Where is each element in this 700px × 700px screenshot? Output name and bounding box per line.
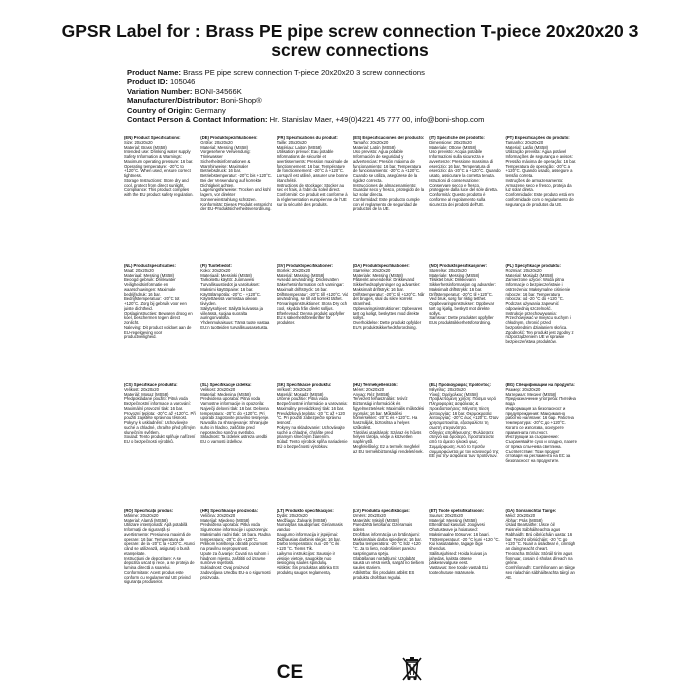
meta-label: Product ID: [127,77,168,87]
spec-body: Tamanho: 20x20x20 Material: Latão (MS58) Utilização prevista: Água potável Informações de segurança e avisos: Pressão máxima de operação: 16 bar. Temperatura de operação: -20°C a +120°C. Quando usado, assegure a tensão correta. Instruções de armazenamento: Armazene seco e fresco, proteja da luz solar direta. Conformidade: Este produto está em conformidade com o regulamento de segurança de produtos da UE. [505,139,577,207]
spec-heading: (SV) Produktspecifikationer: [276,264,333,268]
spec-heading: (SL) Specifikacije izdelka: [200,383,252,387]
spec-block [505,264,577,345]
spec-block [277,509,349,585]
meta-row [127,106,484,115]
ce-mark-icon [276,661,304,680]
meta-value: 105046 [170,77,196,87]
spec-block [429,383,501,464]
spec-body: Velikost: 20x20x20 Material: Medenina (MS58) Predvidena uporaba: Pitna voda Varnostne informacije in opozorila: Največji delovni tlak: 16 bar. Delovna temperatura: -20°C do +120°C. Pri uporabi zagotovite pravilno tesnjenje. Navodila za shranjevanje: Shranjujte suho in hladno, zaščitite pred neposredno sončno svetlobo. Skladnost: Ta izdelek ustreza uredbi EU o varnosti izdelkov. [200,386,270,444]
spec-heading: (DE) Produktspezifikationen: [200,136,258,140]
spec-heading: (BG) Спецификации на продукта: [505,383,575,387]
spec-heading: (LT) Produkto specifikacijos: [276,509,334,513]
spec-heading: (NL) Productspecificaties: [124,264,176,268]
spec-body: Μέγεθος: 20x20x20 Υλικό: Ορείχαλκος (MS58) Προβλεπόμενη χρήση: Πόσιμο νερό Πληροφορίες ασφάλειας & προειδοποιήσεις: Μέγιστη πίεση λειτουργίας: 16 bar. Θερμοκρασία λειτουργίας: -20°C έως +120°C. Όταν χρησιμοποιείται, εξασφαλίστε τη σωστή στεγανότητα. Οδηγίες αποθήκευσης: Φυλάσσετε στεγνό και δροσερό, προστατεύστε από το άμεσο ηλιακό φως. Συμμόρφωση: Αυτό το προϊόν συμμορφώνεται με τον κανονισμό της ΕΕ για την ασφάλεια των προϊόντων. [429,386,499,459]
spec-body: Storlek: 20x20x20 Material: Mässing (MS58) Avsedd användning: Dricksvatten Säkerhetsinformation och varningar: Maximalt driftstryck: 16 bar. Driftstemperatur: -20°C till +120°C. Vid användning, se till att korrekt täthet. Förvaringsinstruktioner: Stora Dry och cool, skydda från direkt solljus. Efterlevnad: Denna produkt uppfyller EU:s säkerhetsföreskrifter för produkter. [276,267,349,325]
spec-body: Suurus: 20x20x20 Materjal: Messing (MS58) Ettenähtud kasutus: Joogivesi Ohutusteave ja hoiatused: Maksimaalne töösurve: 16 baari. Töötemperatuur: -20 °C kuni +120 °C. Kui kasutatakse, tagage õige tihendus. Säilitusjuhised: Hoida kuivas ja jahedas, kaitsta otsese päikesevalguse eest. Vastavus: See toode vastab ELi tooteohutuse määrusele. [429,512,500,575]
spec-heading: (ET) Toote spetsifikatsioon: [429,509,485,513]
spec-block [277,136,349,212]
ce-mark-text: CE [276,662,304,680]
spec-body: Size: 20x20x20 Material: Brass (MS58) Intended use: Drinking water supply Safety Information & Warnings: Maximum operating pressure: 16 bar. Operating temperature: -20°C to +120°C. When used, ensure correct tightness. Storage Instructions: Store dry and cool, protect from direct sunlight. Compliance: This product complies with the EU product safety regulation. [124,139,194,197]
meta-value: Brass PE pipe screw connection T-piece 20x20x20 3 screw connections [183,68,425,77]
spec-body: Tamaño: 20x20x20 Material: Latón (MS58) Uso previsto: Agua potable Información de seguridad y advertencias: Presión máxima de funcionamiento: 16 bar. Temperatura de funcionamiento: -20°C a +120°C. Cuando se utiliza, asegúrese de la rigidez correcta. Instrucciones de almacenamiento: Guardar seco y fresco, protegido de la luz solar directa. Conformidad: Este producto cumple con el reglamento de seguridad de productos de la UE. [352,139,425,212]
spec-block [353,509,425,585]
spec-heading: (PT) Especificações do produto: [505,136,570,140]
spec-body: Velikost: 20x20x20 Materiál: Mosaz (MS58) Předpokládané použití: Pitná voda Bezpečnostní informace a varování: Maximální provozní tlak: 16 bar. Provozní teplota: -20°C až +120°C. Při použití zajistěte správnou těsnost. Pokyny k uskladnění: Uchovávejte suché a chladné, chraňte před přímým slunečním světlem. Soulad: Tento produkt splňuje nařízení EU o bezpečnosti výrobků. [124,386,196,444]
spec-row [124,383,577,464]
spec-heading: (EL) Προδιαγραφές προϊόντος: [429,383,491,387]
meta-label: Manufacturer/Distributor: [127,96,219,106]
spec-heading: (NO) Produktspesifikasjoner: [429,264,488,268]
spec-body: Größe: 20x20x20 Material: Messing (MS58) Vorgesehene Verwendung: Trinkwasser Sicherheitsinformationen & Warnhinweise: Maximaler Betriebsdruck: 16 bar. Betriebstemperatur: -20°C bis +120°C. Bei der Verwendung auf korrekte Dichtigkeit achten. Lagerungshinweise: Trocken und kühl lagern, vor direkter Sonneneinstrahlung schützen. Konformität: Dieses Produkt entspricht der EU-Produktsicherheitsverordnung. [200,139,272,212]
spec-body: Koko: 20x20x20 Materiaali: Messinki (MS58) Tarkoitettu käyttö: Juomavesi Turvallisuustiedot ja varoitukset: Maksimi käyttöpaine: 16 bar. Käyttölämpötila: -20°C - +120°C. Käytettäessä varmistaa oikean tiiviyden. Säilytysohjeet: Säilytä kuivassa ja viileässä, suojaa suoralta auringonvalolta. Yhdenmukaisuus: Tämä tuote vastaa EU:n tuotteiden turvallisuusasetusta. [200,267,270,330]
spec-heading: (FI) Tuotetiedot: [200,264,232,268]
spec-block [200,136,272,212]
spec-heading: (GA) Sonraíochtaí Táirge: [505,509,557,513]
spec-body: Veľkosť: 20x20x20 Materiál: Mosadz (MS58) Určené použitie: Pitná voda Bezpečnostné informácie a varovania: Maximálny prevádzkový tlak: 16 bar. Prevádzková teplota: -20 °C až +120 °C. Pri použití zabezpečte správnu tesnosť. Pokyny na skladovanie: Uchovávajte suché a chladné, chráňte pred priamym slnečným žiarením. Súlad: Tento výrobok spĺňa nariadenie EÚ o bezpečnosti výrobkov. [276,386,348,449]
spec-block [124,383,196,464]
spec-block [505,509,577,585]
spec-body: Размер: 20x20x20 Материал: Месинг (MS58) Предназначение употреба: Питейна вода Информация за безопасност и предупреждения: Максимално работно налягане: 16 бар. Работна температура: -20°C до +120°C. Когато се използва, осигурете правилната плътност. Инструкции за съхранение: Съхранявайте сухо и хладно, пазете от пряка слънчева светлина. Съответствие: Този продукт отговаря на регламента на ЕС за безопасност на продуктите. [505,386,577,463]
spec-block [277,383,349,464]
spec-block [277,264,349,345]
meta-label: Country of Origin: [127,105,193,115]
meta-label: Variation Number: [127,86,193,96]
spec-heading: (DA) Produktspecifikationer: [352,264,410,268]
spec-heading: (RO) Specificații produs: [124,509,174,513]
spec-body: Dydis: 20x20x20 Medžiaga: Žalvaris (MS58) Numatytas naudojimas: Geriamasis vanduo Saugumo informacija ir įspėjimai: Didžiausias darbinis slėgis: 16 bar. Darbo temperatūra: nuo -20 °C iki +120 °C. Tiems Tik. Laikymo instrukcijos: Sausoje ir vėsioje vietoje, saugokite nuo tiesioginių saulės spindulių. Atitiktis: Šis produktas atitinka ES produktų saugos reglamentą. [276,512,343,575]
meta-value: Hr. Stanislav Maer, +49(0)4221 45 777 00, info@boni-shop.com [269,115,485,125]
spec-body: Taille: 20x20x20 Matériau: Laiton (MS58) Utilisation prévue: Eau potable Informations de sécurité et avertissements: Pression maximale de fonctionnement: 16 bar. Température de fonctionnement: -20°C à +120°C. Lorsqu'il est utilisé, assurer une bonne étanchéité. Instructions de stockage: Stocker au sec et frais, à l'abri du soleil direct. Conformité: Ce produit est conforme à la réglementation européenne de l'UE sur la sécurité des produits. [276,139,349,207]
spec-body: Izmērs: 20x20x20 Materiāls: Misiņš (MS58) Paredzētā lietošana: Dzeramais ūdens Drošības informācija un brīdinājumi: Maksimālais darba spiediens: 16 bar. Darba temperatūra: -20 °C līdz +120 °C. Ja to lieto, nodrošiniet pareizu saspringuma spēju. Glabāšanas norādījumi: Uzglabāt sausā un vēsā vietā, sargāt no tiešiem saules stariem. Atbilstība: Šis produkts atbilst ES produktu drošības regulai. [352,512,425,580]
spec-block [353,136,425,212]
meta-row [127,68,484,77]
spec-heading: (EN) Product Specifications: [124,136,181,140]
meta-row [127,87,484,96]
page-title: GPSR Label for : Brass PE pipe screw connection T-piece 20x20x20 3 screw connections [61,21,639,60]
meta-row [127,77,484,86]
meta-row [127,96,484,105]
spec-heading: (CS) Specifikace produktu: [124,383,178,387]
meta-value: BONI-34566K [194,86,242,96]
spec-block [124,136,196,212]
spec-body: Størrelse: 20x20x20 Materiale: Messing (MS58) Tilsiktet bruk: Drikkevann Sikkerhetsinformasjon og advarsler: Maksimalt driftstrykk: 16 bar. Driftstemperatur: -20°C til +120°C. Ved bruk, sørg for riktig tetthet. Oppbevaringsinstrukser: Oppbevar tørt og kjølig, beskytt mot direkte sollys. Samsvar: Dette produktet oppfyller EUs produktsikkerhetsforordning. [429,267,496,325]
spec-body: Maat: 20x20x20 Materiaal: Messing (MS58) Beoogd gebruik: Drinkwater Veiligheidsinformatie en waarschuwingen: Maximale bedrijfsdruk: 16 bar. Bedrijfstemperatuur: -20°C tot +120°C. Zorg bij gebruik voor een juiste dichtheid. Opslaginstructies: Bewaren droog en koel, beschermen tegen direct zonlicht. Naleving: Dit product voldoet aan de EU-regelgeving voor productveiligheid. [124,267,193,340]
spec-block [200,383,272,464]
spec-row [124,136,577,212]
spec-block [200,264,272,345]
spec-row [124,264,577,345]
product-info [127,68,484,124]
spec-block [124,264,196,345]
spec-body: Méret: 20x20x20 Anyag: Réz (MS58) Tervezett felhasználás: Ivóvíz Biztonsági információk és figyelmeztetések: Maximális működési nyomás: 16 bar. Működési hőmérséklet: -20°C és +120°C. Ha használják, biztosítsa a helyes szűkülést. Tárolási utasítások: Száraz és hűvös helyen tárolja, védje a közvetlen napfénytől. Megfelelőség: Ez a termék megfelel az EU termékbiztonsági rendeletének. [352,386,425,454]
spec-heading: (HR) Specifikacije proizvoda: [200,509,259,513]
meta-label: Contact Person & Contact Information: [127,115,268,125]
spec-heading: (FR) Spécifications du produit: [276,136,338,140]
spec-block [353,264,425,345]
spec-heading: (LV) Produkta specifikācijas: [352,509,410,513]
spec-block [429,509,501,585]
spec-body: Mărime: 20x20x20 Material: Alamă (MS58) Utilizare intenționată: Apă potabilă Informații de siguranță și avertismente: Presiunea maximă de operare: 16 bar. Temperatura de operare: de la -20°C la +120°C. Atunci când se utilizează, asigurați o bună etanșeitate. Instrucțiuni de depozitare: A se depozita uscat și rece, a se proteja de lumina directă a soarelui. Conformitate: Acest produs este conform cu regulamentul UE privind siguranța produselor. [124,512,196,585]
spec-heading: (ES) Especificaciones del producto: [352,136,425,140]
spec-block [353,383,425,464]
spec-heading: (PL) Specyfikacje produktu: [505,264,561,268]
spec-body: Dimensione: 20x20x20 Materiale: Ottone (MS58) Uso previsto: Acqua potabile Informazioni sulla sicurezza e avvertenze: Pressione massima di esercizio: 16 bar. Temperatura di esercizio: da -20°C a +120°C. Quando usato, assicurare la corretta tenuta. Istruzioni di conservazione: Conservare secco e fresco, proteggere dalla luce del sole diretta. Conformità: Questo prodotto è conforme al regolamento sulla sicurezza dei prodotti dell'UE. [429,139,501,207]
spec-block [429,264,501,345]
meta-value: Germany [194,105,226,115]
spec-body: Størrelse: 20x20x20 Materiale: Messing (MS58) Påtænkt anvendelse: Drikkevand Sikkerhedsoplysninger og advarsler: Maksimalt driftstryk: 16 bar. Driftstemperatur: -20°C til +120°C. Når det bruges, skal du sikre korrekt stramhed. Opbevaringsinstruktioner: Opbevares tørt og køligt, beskyttes mod direkte sollys. Overholdelse: Dette produkt opfylder EU's produktsikkerhedsforordning. [352,267,425,330]
spec-body: Méid: 20x20x20 Ábhar: Prás (MS58) Úsáid Beartaithe: Uisce óil Faisnéis Sábháilteachta agus Rabhaidh: Brú oibriúcháin uasta: 16 bar. Teocht oibriúcháin: -20 °C go +120 °C. Nuair a úsáidtear é, cinntigh an daingneacht cheart. Treoracha Stórála: Stóráil tirim agus fionnuar, cosain ó sholas díreach na gréine. Comhlíonadh: Comhlíonann an táirge seo rialachán sábháilteachta táirgí an AE. [505,512,576,580]
spec-block [429,136,501,212]
spec-block [200,509,272,585]
meta-row [127,115,484,124]
spec-body: Veličina: 20x20x20 Materijal: Mjedeno (MS58) Predviđena uporaba: Pitka voda Sigurnosne informacije i upozorenja: Maksimalni radni tlak: 16 bara. Radna temperatura: -20°C do +120°C. Prilikom korištenja obratiti pozornost na pravilnu nepropusnost. Upute za čuvanje: Čuvati na suhom i hladnom mjestu, zaštititi od izravne sunčeve svjetlosti. Sukladnost: Ovaj proizvod zadovoljava Uredbu EU-a o sigurnosti proizvoda. [200,512,271,580]
spec-block [505,383,577,464]
crossed-out-bin-icon [401,656,423,683]
spec-block [505,136,577,212]
spec-block [124,509,196,585]
spec-row [124,509,577,585]
spec-heading: (SK) Špecifikácie produktu: [276,383,332,387]
meta-value: Boni-Shop® [220,96,262,106]
spec-body: Rozmiar: 20x20x20 Materiał: Mosiądz (MS58) Zamierzone użycie: Woda pitna Informacje o bezpieczeństwie i ostrzeżenia: Maksymalne ciśnienie robocze: 16 bar. Temperatura robocza: od -20 °C do +120 °C. Podczas używania zapewnić odpowiednią szczelność. Instrukcje przechowywania: Przechowywać w miejscu suchym i chłodnym, chronić przed bezpośrednim działaniem słońca. Zgodność: Ten produkt jest zgodny z rozporządzeniem UE w sprawie bezpieczeństwa produktów. [505,267,574,344]
meta-label: Product Name: [127,68,182,77]
spec-heading: (IT) Specifiche del prodotto: [429,136,485,140]
spec-heading: (HU) Termékjellemzők: [352,383,398,387]
